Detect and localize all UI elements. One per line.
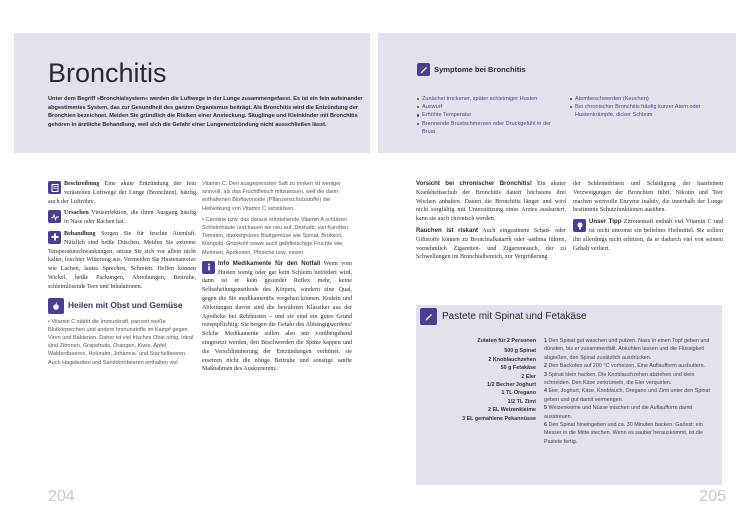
- recipe-box: [416, 305, 722, 485]
- herbs-body: Vitamin C stärkt die Immunkraft, panzert weiße Blutkörperchen und andere Immunstoffe im Kampf gegen Viren und Bakterien. Daher ist viel frisches Obst nötig. Ideal sind Zitronen, Grapefruits, Orangen, Kiwis, Äpfel, Walderdbeeren, Holunder, Johannis- und Stachelbeeren. Auch Hagebutten und Sanddornbeeren enthalten viel: [48, 318, 194, 366]
- vorsicht-section: [416, 180, 566, 224]
- symptom-item: Bei chronischer Bronchitis häufig kurzer Atem oder Hustenkrämpfe, dicker Schleim: [570, 103, 720, 119]
- step-text: Spinat klein hacken. Die Knoblauchzehen abziehen und klein schneiden. Den Käse zerkrümeln, die Eier verquirlen.: [544, 371, 695, 387]
- recipe-header: [420, 308, 587, 325]
- symptom-item: Zunächst trockener, später schleimiger Husten: [417, 95, 559, 103]
- left-column-1: [48, 180, 196, 370]
- ingredient-item: 500 g Spinat: [504, 348, 536, 355]
- apple-icon: [48, 298, 64, 314]
- step-text: Den Spinat hineingeben und ca. 30 Minuten backen. Garlest: ein Messer in die Mitte stechen. Wenn es sauber herauskommt, ist die Pastete fertig.: [544, 422, 703, 445]
- ingredient-item: 2 EL Weizenkleime: [487, 407, 536, 414]
- ingredients-heading: Zutaten für 2 Personen: [477, 338, 536, 344]
- recipe-step: [544, 404, 716, 421]
- recipe-steps: [544, 337, 716, 446]
- title-band: [14, 33, 370, 153]
- symptoms-header: [417, 63, 526, 76]
- step-number: 3: [544, 371, 547, 378]
- bullet: •: [48, 318, 52, 325]
- info-text: Wenn vom Husten wenig oder gar kein Schleim befördert wird, dann ist er kein gesunder Reflex mehr, keine Selbstheilungsmethode des Körpers, sondern eine Qual, gegen die Sie medikamentös vorgehen können. Kodein und Ableitungen davon sind die bewährten Klassiker aus der Apotheke bei Reizhusten – und sie sind ein gutes Grund rezeptpflichtig: Sie bergen die Gefahr des Abhängigwerdens! Solche Medikamente sollen also nur vorübergehend eingesetzt werden, den Beschwerden die Spitze kappen und die Verschlimmerung der Entzündungen verhüten; sie ersetzen nicht die nötige Bettruhe und sonstige sanfte Maßnahmen des Auskurierens.: [202, 260, 352, 373]
- symptom-item: Atembeschwerden (Keuchen): [570, 95, 720, 103]
- info-label: Info Medikamente für den Notfall: [218, 259, 321, 267]
- rauchen-section: [416, 227, 566, 262]
- beschreibung-section: [48, 180, 196, 206]
- symptoms-list-1: [417, 95, 559, 136]
- step-number: 4: [544, 388, 547, 395]
- herbs-title: Heilen mit Obst und Gemüse: [68, 300, 183, 311]
- book-spread: [14, 33, 736, 513]
- intro-text: Unter dem Begriff »Bronchialsystem« werden die Luftwege in der Lunge zusammengefasst. Es ist ein fein aufeinander abgestimmtes System, das zur Gesundheit des ganzen Organismus beiträgt. Als Bronchitis wird die Entzündung der Bronchien bezeichnet. Meiden Sie gründlich die Risiken einer Ansteckung. Säuglinge und Kleinkinder mit Bronchitis gehören in ärztliche Behandlung, weil sich die Gefahr einer Lungenentzündung nicht ausschließen lässt.: [48, 96, 363, 128]
- page-number-right: 205: [699, 488, 726, 505]
- info-section: [202, 260, 352, 374]
- left-page: [14, 33, 370, 513]
- lightbulb-icon: [573, 219, 586, 232]
- ingredient-item: 3 EL gemahlene Pekannüsse: [462, 415, 536, 422]
- tipp-text: Zitronensaft enthält viel Vitamin C und ist nicht umsonst ein beliebtes Heilmittel. Sie sollten ihn allerdings nicht erhitzen, da er dadurch viel von seinem Gehalt verliert.: [573, 219, 723, 252]
- step-text: Weizenkeime und Nüsse mischen und die Auflaufform damit ausstreuen.: [544, 405, 693, 420]
- ingredient-item: 1 TL Oregano: [501, 390, 536, 397]
- vorsicht-label: Vorsicht bei chronischer Bronchitis!: [416, 180, 532, 187]
- recipe-step: [544, 362, 716, 370]
- pen-icon: [420, 308, 437, 325]
- step-text: Den Spinat gut waschen und putzen. Nass in einen Topf geben und dünsten, bis er zusammenfällt. Abkühlen lassen und die Flüssigkeit abgießen, den Spinat zusätzlich ausdrücken.: [544, 338, 710, 361]
- carotine-body: Carotine bzw. das daraus entstehende Vitamin A schützen Schleimhäute und bauen sie neu auf. Deshalb: viel Karotten, Tomaten, dunkelgrünes Blattgemüse wie Spinat, Brokkoli, Mangold, Grünkohl sowie auch gelbfleischige Früchte wie Melonen, Aprikosen, Pfirsiche usw. essen.: [202, 216, 350, 256]
- step-number: 1: [544, 338, 547, 344]
- recipe-step: [544, 337, 716, 362]
- carotine-text: [202, 216, 352, 257]
- nikotin-text: der Schleimdrüsen und Schädigung der haarfeinen Verzweigungen der Bronchien führt. Nikotin und Teer machen wertvolle Enzyme inaktiv, die innerhalb der Lunge bestimmte Schutzfunktionen ausüben.: [573, 181, 723, 214]
- step-number: 6: [544, 422, 547, 429]
- recipe-step: [544, 371, 716, 388]
- rauchen-label: Rauchen ist riskant: [416, 226, 479, 234]
- vitamin-c-text: [202, 180, 352, 213]
- recipe-title: Pastete mit Spinat und Fetakäse: [442, 311, 587, 322]
- step-number: 5: [544, 405, 547, 412]
- treatment-icon: [48, 231, 61, 244]
- ingredient-item: 2 Eier: [521, 373, 536, 380]
- herbs-text: [48, 318, 196, 367]
- right-column-2: [573, 180, 723, 256]
- rauchen-text: Auch eingeatmete Schad- oder Giftstoffe können zu Bronchialkatarrh oder -asthma führen, vornehmlich Zigaretten- und Zigarrenrauch, der zu Schwellungen im Bronchialbereich, zur Vergrößerung: [416, 227, 566, 261]
- tipp-section: [573, 218, 723, 253]
- ingredient-item: 1/2 TL Zimt: [507, 398, 536, 405]
- description-icon: [48, 181, 61, 194]
- step-text: Eier, Joghurt, Käse, Knoblauch, Oregano und Zimt unter den Spinat geben und gut damit vermengen.: [544, 388, 711, 403]
- right-page: [378, 33, 736, 513]
- ingredients-list: [426, 337, 536, 423]
- right-column-1: [416, 180, 566, 265]
- behandlung-label: Behandlung: [64, 230, 96, 237]
- tipp-label: Unser Tipp: [589, 218, 622, 226]
- beschreibung-label: Beschreibung: [64, 181, 100, 187]
- info-icon: [202, 261, 215, 274]
- bullet: •: [202, 216, 206, 223]
- symptom-item: Auswurf: [417, 103, 559, 111]
- pen-icon: [417, 63, 430, 76]
- page-number-left: 204: [48, 488, 75, 505]
- beschreibung-text: Eine akute Entzündung der fein verästelten Luftwege der Lunge (Bronchien), häufig auch der Luftröhre.: [48, 181, 196, 205]
- vorsicht-text: Ein akuter Krankheitsschub der Bronchitis dauert höchstens drei Wochen anhalten. Dauert die Bronchitis länger und wird nicht sorgfältig mit Unterstützung eines Arztes auskuriert, kann sie auch chronisch werden.: [416, 181, 566, 223]
- symptom-item: Erhöhte Temperatur: [417, 111, 559, 119]
- ursachen-text: Virusinfektion, die ihren Ausgang häufig in Nase oder Rachen hat.: [64, 210, 196, 226]
- symptoms-title: Symptome bei Bronchitis: [434, 65, 526, 74]
- step-text: Den Backofen auf 200 °C vorheizen. Eine Auflaufform ausbuttern.: [548, 363, 706, 370]
- symptoms-list-2: [570, 95, 720, 120]
- recipe-step: [544, 421, 716, 446]
- pulse-icon: [48, 210, 61, 223]
- page-title: Bronchitis: [48, 58, 167, 88]
- ingredient-item: 1/2 Becher Joghurt: [487, 382, 536, 389]
- step-number: 2: [544, 363, 547, 370]
- herbs-header: [48, 298, 196, 314]
- ingredient-item: 2 Knoblauchzehen: [488, 356, 536, 363]
- left-column-2: [202, 180, 352, 377]
- behandlung-section: [48, 230, 196, 292]
- symptom-item: Brennende Brustschmerzen oder Druckgefühl in der Brust: [417, 120, 559, 136]
- recipe-step: [544, 387, 716, 404]
- behandlung-text: Sorgen Sie für feuchte Atemluft. Nützlich sind heiße Duschen. Meiden Sie extreme Temperaturschwankungen, setzen Sie sich vor allem nicht kalter, feuchter Witterung aus. Vermeiden Sie Hustenanreize wie Lachen, lautes Sprechen, Schreien. Helfen können Wickel, heiße Packungen, Abreibungen, Bettruhe, schleimlösende Tees und Inhalationen.: [48, 230, 196, 290]
- ursachen-section: [48, 209, 196, 227]
- ursachen-label: Ursachen: [64, 210, 89, 217]
- ingredient-item: 50 g Fetakäse: [500, 365, 536, 372]
- vitamin-c-body: Vitamin C. Den ausgepressten Saft zu trinken ist weniger sinnvoll, als das Fruchtfleisch mitzuessen, weil die darin enthaltenen Bioflavonoide (Pflanzenschutzstoffe) die Heilwirkung von Vitamin C verstärken.: [202, 181, 341, 212]
